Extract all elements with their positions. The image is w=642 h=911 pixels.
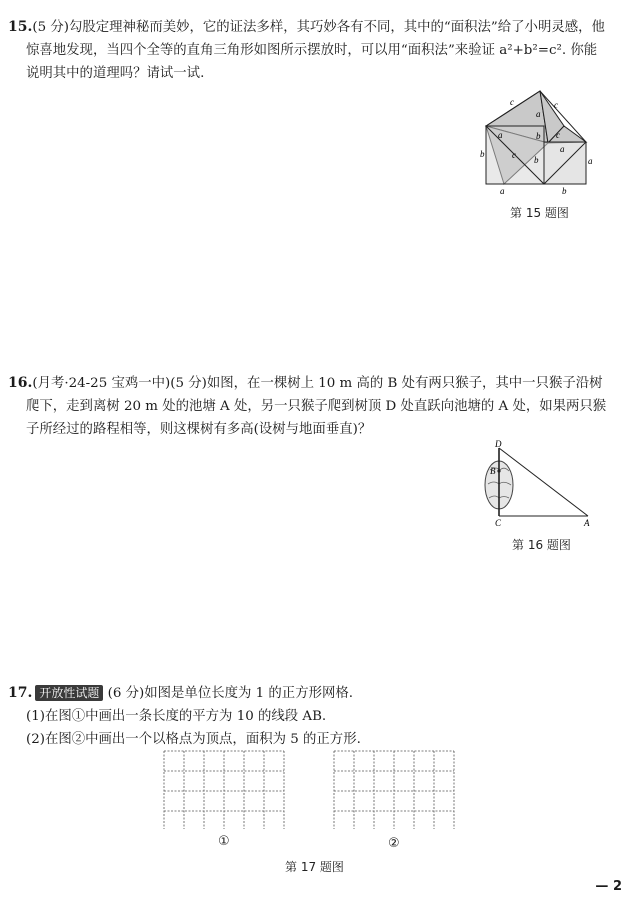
label-a: a bbox=[536, 109, 541, 119]
question-16 bbox=[8, 372, 634, 441]
question-text: (5 分)勾股定理神秘而美妙，它的证法多样，其巧妙各有不同，其中的“面积法”给了小明灵感，他 bbox=[32, 20, 605, 35]
label-c: c bbox=[556, 130, 560, 140]
label-b: b bbox=[536, 131, 541, 141]
question-text: 惊喜地发现，当四个全等的直角三角形如图所示摆放时，可以用“面积法”来验证 a²+b²=c². 你能 bbox=[26, 43, 598, 58]
question-text: (月考·24-25 宝鸡一中)(5 分)如图，在一棵树上 10 m 高的 B 处有两只猴子，其中一只猴子沿树 bbox=[32, 376, 603, 391]
grid-2-label: ② bbox=[388, 836, 400, 851]
question-15 bbox=[8, 16, 634, 85]
grid-1-label: ① bbox=[218, 834, 230, 849]
label-a: a bbox=[500, 186, 505, 196]
label-c: c bbox=[554, 100, 558, 110]
figure-caption: 第 17 题图 bbox=[285, 860, 344, 874]
question-text: 爬下，走到离树 20 m 处的池塘 A 处，另一只猴子爬到树顶 D 处直跃向池塘的 A 处，如果两只猴 bbox=[26, 399, 607, 414]
label-B: B bbox=[490, 466, 496, 476]
label-b: b bbox=[534, 155, 539, 165]
question-text: (2)在图②中画出一个以格点为顶点，面积为 5 的正方形. bbox=[26, 732, 361, 747]
question-number: 15. bbox=[8, 19, 33, 35]
label-c: c bbox=[512, 150, 516, 160]
figure-caption: 第 15 题图 bbox=[510, 206, 569, 220]
question-number: 16. bbox=[8, 375, 33, 391]
label-D: D bbox=[495, 440, 502, 449]
grid-figure-1 bbox=[162, 749, 286, 829]
open-question-tag: 开放性试题 bbox=[35, 685, 103, 701]
question-text: (6 分)如图是单位长度为 1 的正方形网格. bbox=[107, 686, 354, 701]
question-text: 说明其中的道理吗？请试一试. bbox=[26, 66, 205, 81]
label-a: a bbox=[560, 144, 565, 154]
question-text: 子所经过的路程相等，则这棵树有多高(设树与地面垂直)？ bbox=[26, 422, 372, 437]
figure-caption: 第 16 题图 bbox=[512, 538, 571, 552]
page-number: — 2 bbox=[595, 879, 622, 894]
question-text: (1)在图①中画出一条长度的平方为 10 的线段 AB. bbox=[26, 709, 327, 724]
figure-15 bbox=[478, 86, 598, 198]
question-number: 17. bbox=[8, 685, 33, 701]
label-b: b bbox=[480, 149, 485, 159]
label-a: a bbox=[588, 156, 593, 166]
grid-figure-2 bbox=[332, 749, 456, 829]
label-A: A bbox=[584, 518, 590, 528]
label-c: c bbox=[510, 97, 514, 107]
label-b: b bbox=[562, 186, 567, 196]
label-C: C bbox=[495, 518, 502, 528]
figure-16 bbox=[480, 440, 600, 530]
question-17 bbox=[8, 682, 634, 751]
label-a: a bbox=[498, 130, 503, 140]
